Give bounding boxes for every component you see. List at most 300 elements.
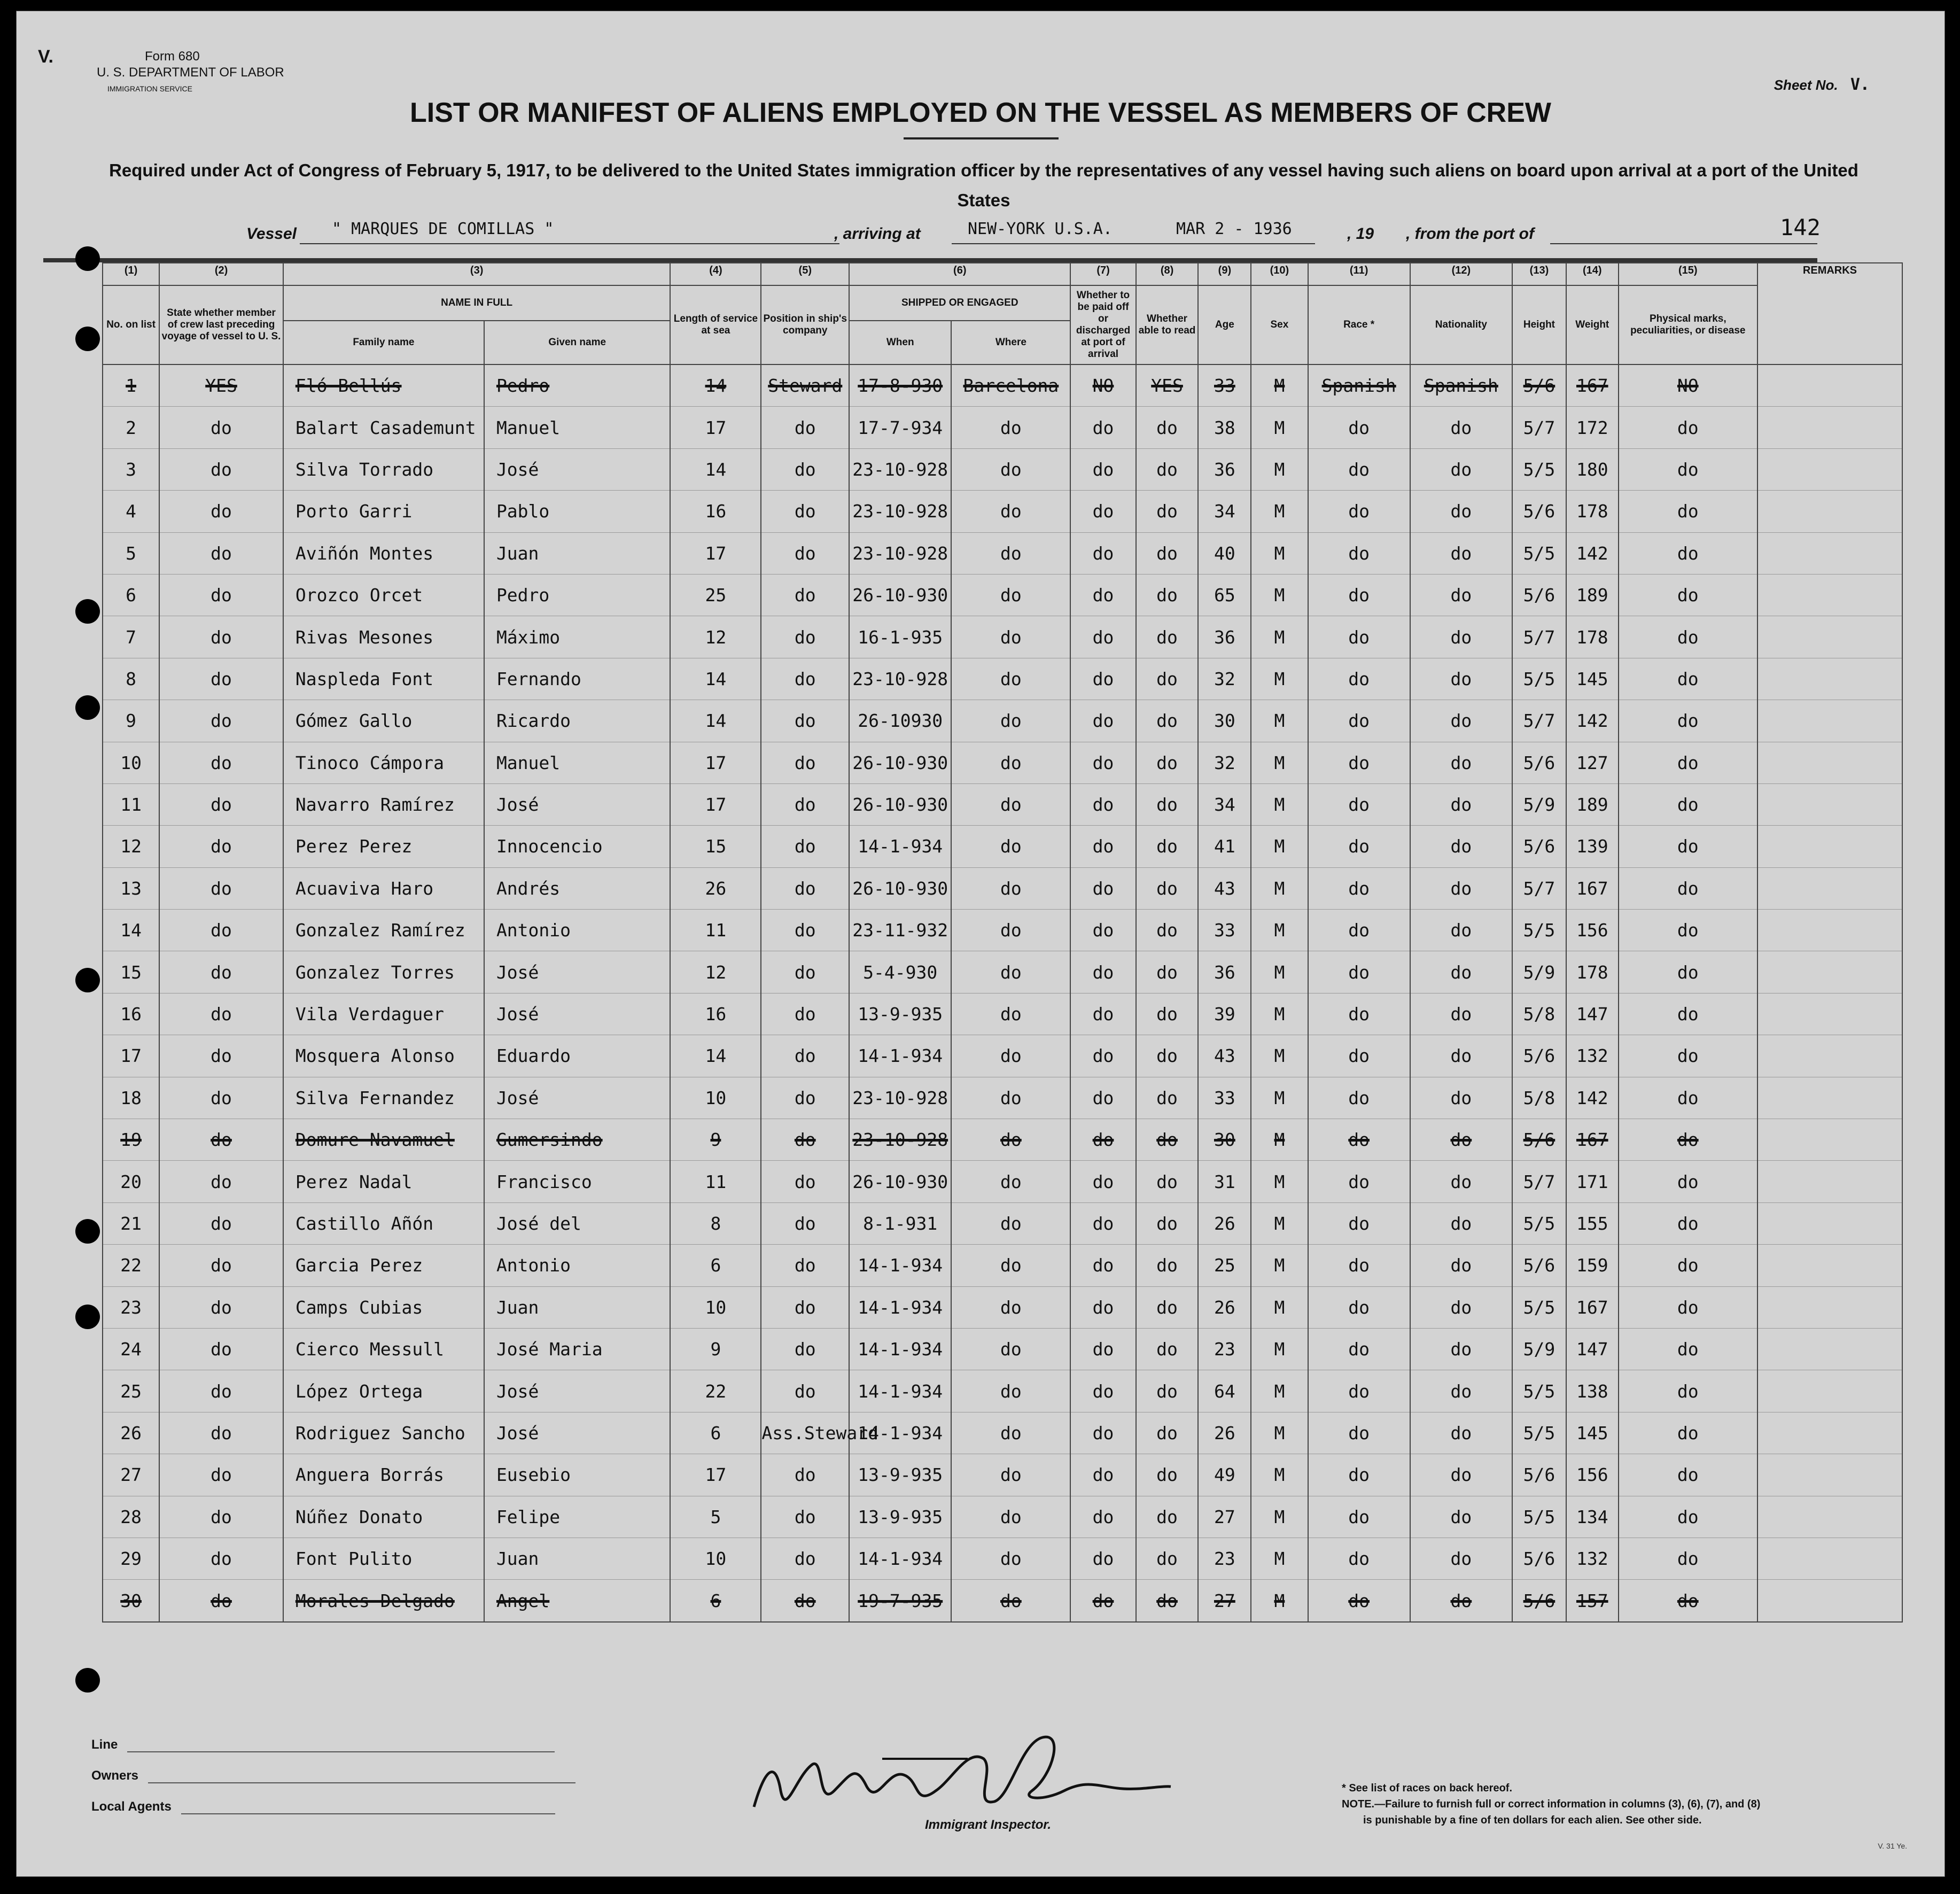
cell-weight: 145	[1566, 658, 1619, 700]
cell-read: do	[1136, 532, 1199, 574]
cell-given: José Maria	[484, 1328, 671, 1370]
cell-race: do	[1308, 951, 1410, 993]
cell-age: 31	[1198, 1161, 1251, 1202]
cell-paid: do	[1070, 700, 1135, 742]
cell-paid: do	[1070, 491, 1135, 532]
crew-row	[103, 1328, 1902, 1370]
cell-race: do	[1308, 826, 1410, 867]
cell-service: 6	[670, 1245, 761, 1286]
cell-prev: do	[159, 826, 283, 867]
cell-when: 26-10930	[849, 700, 951, 742]
cell-sex: M	[1251, 491, 1308, 532]
cell-no: 28	[103, 1496, 159, 1538]
cell-where: do	[951, 1328, 1070, 1370]
cell-race: Spanish	[1308, 364, 1410, 407]
cell-height: 5/9	[1512, 783, 1566, 825]
cell-service: 16	[670, 993, 761, 1035]
cell-age: 23	[1198, 1328, 1251, 1370]
cell-given: Juan	[484, 1538, 671, 1579]
cell-age: 43	[1198, 1035, 1251, 1077]
cell-race: do	[1308, 1245, 1410, 1286]
cell-position: do	[761, 658, 849, 700]
cell-weight: 167	[1566, 364, 1619, 407]
cell-height: 5/6	[1512, 826, 1566, 867]
cell-physical: do	[1619, 1119, 1757, 1161]
cell-weight: 139	[1566, 826, 1619, 867]
cell-remarks	[1757, 532, 1902, 574]
cell-height: 5/8	[1512, 993, 1566, 1035]
col-num: (2)	[159, 263, 283, 285]
nationality-header: Nationality	[1410, 285, 1512, 364]
cell-age: 39	[1198, 993, 1251, 1035]
cell-age: 65	[1198, 574, 1251, 616]
cell-remarks	[1757, 1202, 1902, 1244]
cell-prev: do	[159, 1161, 283, 1202]
cell-where: do	[951, 1538, 1070, 1579]
cell-family: Rivas Mesones	[283, 616, 484, 658]
cell-race: do	[1308, 1161, 1410, 1202]
cell-prev: do	[159, 910, 283, 951]
year-label: , 19	[1347, 225, 1374, 243]
document-subtitle: Required under Act of Congress of February 5, 1917, to be delivered to the United States immigration officer by the representatives of any vessel having such aliens on board upon arrival at a port of the United States	[109, 160, 1858, 210]
cell-position: do	[761, 951, 849, 993]
cell-service: 6	[670, 1580, 761, 1622]
cell-height: 5/9	[1512, 951, 1566, 993]
crew-row	[103, 742, 1902, 783]
cell-where: do	[951, 1580, 1070, 1622]
cell-physical: do	[1619, 826, 1757, 867]
cell-when: 23-10-928	[849, 532, 951, 574]
cell-where: do	[951, 1496, 1070, 1538]
cell-where: do	[951, 491, 1070, 532]
cell-prev: do	[159, 951, 283, 993]
cell-race: do	[1308, 1538, 1410, 1579]
cell-paid: do	[1070, 616, 1135, 658]
form-number: Form 680	[145, 49, 200, 64]
crew-row	[103, 1119, 1902, 1161]
crew-row	[103, 826, 1902, 867]
cell-race: do	[1308, 1412, 1410, 1454]
cell-race: do	[1308, 910, 1410, 951]
cell-height: 5/5	[1512, 448, 1566, 490]
punch-hole	[75, 327, 100, 351]
cell-physical: do	[1619, 1286, 1757, 1328]
cell-age: 64	[1198, 1370, 1251, 1412]
cell-given: Máximo	[484, 616, 671, 658]
cell-race: do	[1308, 700, 1410, 742]
column-number-row	[103, 263, 1902, 285]
crew-row	[103, 1370, 1902, 1412]
cell-sex: M	[1251, 616, 1308, 658]
cell-service: 9	[670, 1119, 761, 1161]
cell-when: 23-11-932	[849, 910, 951, 951]
cell-physical: do	[1619, 700, 1757, 742]
cell-sex: M	[1251, 1454, 1308, 1496]
cell-age: 30	[1198, 700, 1251, 742]
cell-weight: 167	[1566, 1119, 1619, 1161]
col-num: (5)	[761, 263, 849, 285]
cell-read: do	[1136, 1496, 1199, 1538]
crew-row	[103, 532, 1902, 574]
line-underline	[127, 1740, 555, 1752]
no-on-list-header: No. on list	[103, 285, 159, 364]
cell-sex: M	[1251, 364, 1308, 407]
cell-where: do	[951, 1077, 1070, 1119]
cell-paid: do	[1070, 448, 1135, 490]
cell-where: do	[951, 1161, 1070, 1202]
cell-remarks	[1757, 448, 1902, 490]
cell-no: 20	[103, 1161, 159, 1202]
department-name: U. S. DEPARTMENT OF LABOR	[97, 65, 284, 80]
cell-sex: M	[1251, 700, 1308, 742]
cell-remarks	[1757, 700, 1902, 742]
cell-no: 12	[103, 826, 159, 867]
cell-physical: do	[1619, 448, 1757, 490]
cell-given: Francisco	[484, 1161, 671, 1202]
cell-physical: do	[1619, 993, 1757, 1035]
cell-sex: M	[1251, 1538, 1308, 1579]
col-num: (6)	[849, 263, 1070, 285]
cell-no: 26	[103, 1412, 159, 1454]
cell-read: do	[1136, 1454, 1199, 1496]
cell-paid: do	[1070, 407, 1135, 448]
crew-row	[103, 1580, 1902, 1622]
cell-paid: do	[1070, 1412, 1135, 1454]
cell-where: do	[951, 1119, 1070, 1161]
page-number: 142	[1780, 214, 1821, 240]
cell-when: 14-1-934	[849, 1328, 951, 1370]
cell-no: 8	[103, 658, 159, 700]
cell-service: 5	[670, 1496, 761, 1538]
cell-when: 14-1-934	[849, 1245, 951, 1286]
cell-position: do	[761, 700, 849, 742]
cell-family: Naspleda Font	[283, 658, 484, 700]
from-port-label: , from the port of	[1406, 225, 1534, 243]
cell-read: do	[1136, 951, 1199, 993]
cell-paid: do	[1070, 910, 1135, 951]
punch-hole	[75, 968, 100, 992]
punch-hole	[75, 599, 100, 624]
col-num: (15)	[1619, 263, 1757, 285]
cell-height: 5/6	[1512, 1119, 1566, 1161]
cell-service: 22	[670, 1370, 761, 1412]
cell-height: 5/5	[1512, 1370, 1566, 1412]
cell-service: 25	[670, 574, 761, 616]
cell-position: do	[761, 532, 849, 574]
crew-row	[103, 910, 1902, 951]
cell-where: do	[951, 407, 1070, 448]
cell-nationality: do	[1410, 1454, 1512, 1496]
cell-prev: do	[159, 658, 283, 700]
cell-age: 27	[1198, 1580, 1251, 1622]
cell-when: 23-10-928	[849, 658, 951, 700]
cell-age: 36	[1198, 616, 1251, 658]
cell-no: 2	[103, 407, 159, 448]
cell-service: 26	[670, 867, 761, 909]
corner-mark: V.	[38, 46, 54, 67]
cell-family: Silva Fernandez	[283, 1077, 484, 1119]
vessel-name: " MARQUES DE COMILLAS "	[332, 220, 554, 238]
cell-age: 33	[1198, 910, 1251, 951]
cell-physical: do	[1619, 1370, 1757, 1412]
cell-read: do	[1136, 1412, 1199, 1454]
cell-weight: 178	[1566, 491, 1619, 532]
cell-physical: do	[1619, 1035, 1757, 1077]
cell-weight: 189	[1566, 574, 1619, 616]
cell-no: 30	[103, 1580, 159, 1622]
cell-when: 13-9-935	[849, 1496, 951, 1538]
crew-row	[103, 1035, 1902, 1077]
cell-no: 17	[103, 1035, 159, 1077]
cell-prev: do	[159, 1370, 283, 1412]
cell-position: do	[761, 616, 849, 658]
cell-nationality: do	[1410, 867, 1512, 909]
cell-no: 24	[103, 1328, 159, 1370]
cell-position: do	[761, 826, 849, 867]
cell-age: 36	[1198, 448, 1251, 490]
sex-header: Sex	[1251, 285, 1308, 364]
cell-where: do	[951, 910, 1070, 951]
cell-read: do	[1136, 867, 1199, 909]
cell-paid: do	[1070, 1245, 1135, 1286]
cell-race: do	[1308, 1370, 1410, 1412]
col-num: (12)	[1410, 263, 1512, 285]
cell-remarks	[1757, 616, 1902, 658]
cell-height: 5/7	[1512, 616, 1566, 658]
cell-remarks	[1757, 1161, 1902, 1202]
cell-age: 34	[1198, 783, 1251, 825]
crew-row	[103, 658, 1902, 700]
cell-sex: M	[1251, 1328, 1308, 1370]
manifest-sheet	[16, 11, 1945, 1877]
cell-physical: do	[1619, 1412, 1757, 1454]
cell-sex: M	[1251, 1077, 1308, 1119]
cell-height: 5/5	[1512, 1286, 1566, 1328]
cell-paid: do	[1070, 826, 1135, 867]
cell-prev: do	[159, 783, 283, 825]
cell-family: López Ortega	[283, 1370, 484, 1412]
cell-family: Silva Torrado	[283, 448, 484, 490]
cell-position: do	[761, 491, 849, 532]
cell-given: Juan	[484, 532, 671, 574]
cell-given: Fernando	[484, 658, 671, 700]
note-penalty-cont: is punishable by a fine of ten dollars for each alien. See other side.	[1363, 1814, 1702, 1826]
cell-given: Eusebio	[484, 1454, 671, 1496]
cell-family: Tinoco Cámpora	[283, 742, 484, 783]
cell-physical: do	[1619, 658, 1757, 700]
col-num: (14)	[1566, 263, 1619, 285]
cell-given: José del	[484, 1202, 671, 1244]
cell-service: 11	[670, 910, 761, 951]
cell-height: 5/7	[1512, 1161, 1566, 1202]
cell-physical: do	[1619, 783, 1757, 825]
service-length-header: Length of service at sea	[670, 285, 761, 364]
cell-where: Barcelona	[951, 364, 1070, 407]
cell-when: 26-10-930	[849, 574, 951, 616]
cell-paid: do	[1070, 658, 1135, 700]
cell-weight: 132	[1566, 1538, 1619, 1579]
cell-no: 16	[103, 993, 159, 1035]
cell-no: 10	[103, 742, 159, 783]
cell-where: do	[951, 783, 1070, 825]
cell-nationality: do	[1410, 1161, 1512, 1202]
cell-nationality: do	[1410, 1580, 1512, 1622]
cell-no: 3	[103, 448, 159, 490]
cell-race: do	[1308, 407, 1410, 448]
cell-where: do	[951, 867, 1070, 909]
race-header: Race *	[1308, 285, 1410, 364]
cell-remarks	[1757, 1286, 1902, 1328]
cell-given: José	[484, 1412, 671, 1454]
cell-weight: 142	[1566, 1077, 1619, 1119]
owners-underline	[148, 1771, 575, 1783]
col-num: (3)	[283, 263, 671, 285]
cell-family: Navarro Ramírez	[283, 783, 484, 825]
cell-no: 7	[103, 616, 159, 658]
cell-sex: M	[1251, 1119, 1308, 1161]
cell-weight: 156	[1566, 910, 1619, 951]
cell-when: 17-7-934	[849, 407, 951, 448]
cell-no: 19	[103, 1119, 159, 1161]
cell-nationality: do	[1410, 1370, 1512, 1412]
cell-sex: M	[1251, 783, 1308, 825]
cell-position: do	[761, 1538, 849, 1579]
cell-sex: M	[1251, 658, 1308, 700]
cell-family: Camps Cubias	[283, 1286, 484, 1328]
cell-height: 5/6	[1512, 1245, 1566, 1286]
cell-age: 32	[1198, 742, 1251, 783]
cell-given: José	[484, 448, 671, 490]
cell-service: 12	[670, 951, 761, 993]
cell-nationality: do	[1410, 700, 1512, 742]
cell-no: 13	[103, 867, 159, 909]
cell-nationality: do	[1410, 1412, 1512, 1454]
service-name: IMMIGRATION SERVICE	[107, 84, 192, 93]
cell-physical: do	[1619, 532, 1757, 574]
age-header: Age	[1198, 285, 1251, 364]
cell-paid: do	[1070, 783, 1135, 825]
cell-family: Castillo Añón	[283, 1202, 484, 1244]
notes-block	[1342, 1780, 1760, 1828]
col-num: (11)	[1308, 263, 1410, 285]
cell-when: 14-1-934	[849, 1035, 951, 1077]
cell-when: 26-10-930	[849, 1161, 951, 1202]
cell-remarks	[1757, 1370, 1902, 1412]
cell-nationality: do	[1410, 407, 1512, 448]
cell-given: Eduardo	[484, 1035, 671, 1077]
cell-race: do	[1308, 491, 1410, 532]
cell-age: 23	[1198, 1538, 1251, 1579]
cell-no: 9	[103, 700, 159, 742]
cell-weight: 159	[1566, 1245, 1619, 1286]
cell-position: do	[761, 1328, 849, 1370]
agents-label: Local Agents	[91, 1799, 172, 1814]
cell-age: 34	[1198, 491, 1251, 532]
cell-race: do	[1308, 574, 1410, 616]
cell-physical: do	[1619, 407, 1757, 448]
cell-height: 5/5	[1512, 658, 1566, 700]
cell-remarks	[1757, 742, 1902, 783]
cell-remarks	[1757, 951, 1902, 993]
crew-row	[103, 700, 1902, 742]
cell-given: Andrés	[484, 867, 671, 909]
cell-race: do	[1308, 658, 1410, 700]
cell-nationality: do	[1410, 951, 1512, 993]
cell-weight: 167	[1566, 1286, 1619, 1328]
cell-remarks	[1757, 658, 1902, 700]
cell-sex: M	[1251, 826, 1308, 867]
crew-row	[103, 1077, 1902, 1119]
cell-when: 23-10-928	[849, 491, 951, 532]
cell-family: Perez Perez	[283, 826, 484, 867]
cell-read: do	[1136, 491, 1199, 532]
cell-no: 25	[103, 1370, 159, 1412]
cell-paid: do	[1070, 993, 1135, 1035]
cell-race: do	[1308, 1328, 1410, 1370]
cell-race: do	[1308, 616, 1410, 658]
cell-paid: do	[1070, 1202, 1135, 1244]
cell-no: 22	[103, 1245, 159, 1286]
cell-height: 5/7	[1512, 700, 1566, 742]
cell-prev: do	[159, 1412, 283, 1454]
cell-height: 5/5	[1512, 532, 1566, 574]
cell-weight: 155	[1566, 1202, 1619, 1244]
cell-where: do	[951, 1412, 1070, 1454]
cell-service: 14	[670, 658, 761, 700]
cell-prev: do	[159, 1245, 283, 1286]
cell-read: do	[1136, 783, 1199, 825]
cell-when: 23-10-928	[849, 448, 951, 490]
sheet-number-label: Sheet No.	[1774, 77, 1838, 93]
crew-row	[103, 364, 1902, 407]
cell-no: 1	[103, 364, 159, 407]
cell-read: do	[1136, 742, 1199, 783]
cell-prev: do	[159, 616, 283, 658]
cell-physical: do	[1619, 910, 1757, 951]
cell-no: 4	[103, 491, 159, 532]
cell-service: 12	[670, 616, 761, 658]
cell-where: do	[951, 658, 1070, 700]
cell-service: 14	[670, 364, 761, 407]
cell-family: Balart Casademunt	[283, 407, 484, 448]
cell-remarks	[1757, 826, 1902, 867]
cell-height: 5/6	[1512, 1454, 1566, 1496]
cell-paid: do	[1070, 867, 1135, 909]
cell-race: do	[1308, 742, 1410, 783]
cell-weight: 142	[1566, 700, 1619, 742]
cell-given: Pedro	[484, 364, 671, 407]
cell-weight: 178	[1566, 951, 1619, 993]
cell-no: 21	[103, 1202, 159, 1244]
cell-given: Gumersindo	[484, 1119, 671, 1161]
agents-underline	[181, 1802, 555, 1814]
cell-prev: do	[159, 1538, 283, 1579]
cell-remarks	[1757, 1077, 1902, 1119]
cell-service: 10	[670, 1286, 761, 1328]
cell-given: Manuel	[484, 407, 671, 448]
cell-where: do	[951, 742, 1070, 783]
cell-given: Antonio	[484, 1245, 671, 1286]
cell-when: 23-10-928	[849, 1119, 951, 1161]
cell-sex: M	[1251, 1496, 1308, 1538]
cell-given: Juan	[484, 1286, 671, 1328]
cell-height: 5/6	[1512, 491, 1566, 532]
cell-read: do	[1136, 1245, 1199, 1286]
cell-height: 5/6	[1512, 364, 1566, 407]
vessel-underline	[300, 243, 839, 244]
cell-nationality: do	[1410, 1286, 1512, 1328]
cell-position: Ass.Steward	[761, 1412, 849, 1454]
